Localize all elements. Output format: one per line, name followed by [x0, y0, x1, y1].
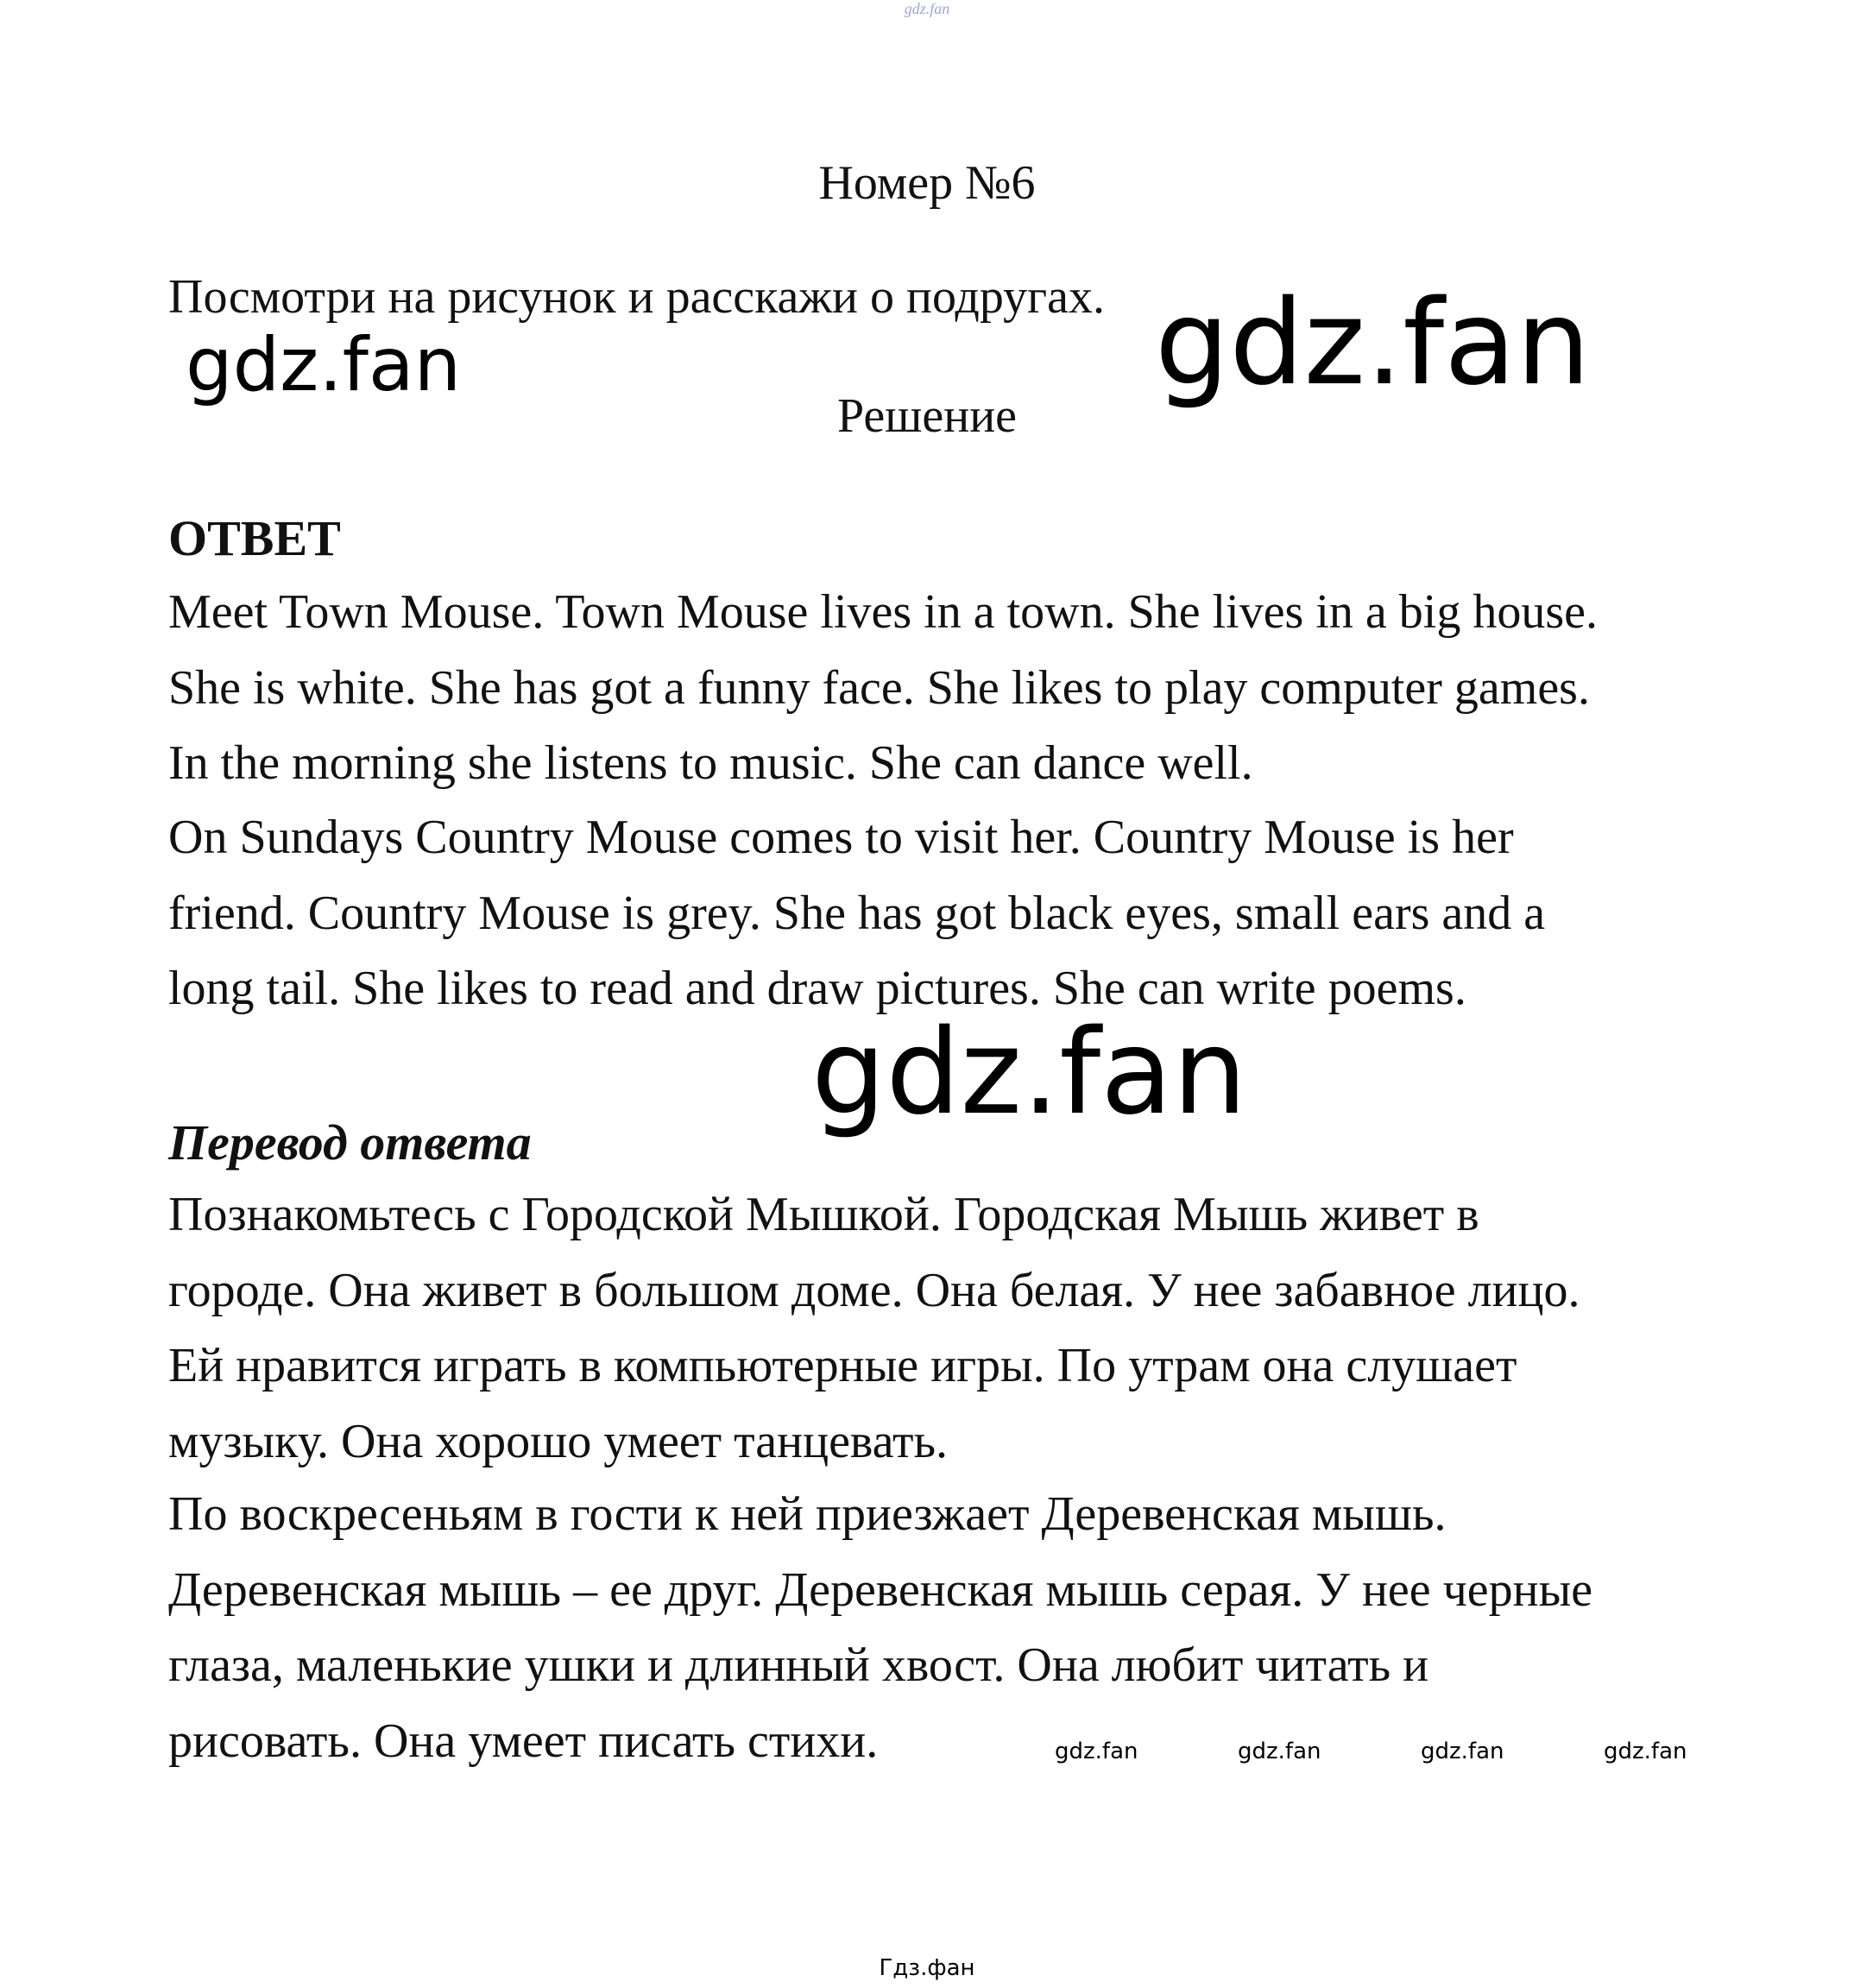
answer-paragraph-2	[168, 800, 1545, 1027]
watermark-medium: gdz.fan	[186, 322, 462, 408]
translation-line: Ей нравится играть в компьютерные игры. По утрам она слушает	[168, 1339, 1517, 1392]
translation-line: Познакомьтесь с Городской Мышкой. Городская Мышь живет в	[168, 1188, 1479, 1241]
watermark-small: gdz.fan	[1055, 1739, 1138, 1764]
watermark-large: gdz.fan	[811, 1005, 1247, 1141]
translation-line: рисовать. Она умеет писать стихи.	[168, 1713, 879, 1768]
watermark-small: gdz.fan	[1604, 1739, 1687, 1764]
translation-line: глаза, маленькие ушки и длинный хвост. Она любит читать и	[168, 1638, 1429, 1692]
translation-line: Деревенская мышь – ее друг. Деревенская мышь серая. У нее черные	[168, 1562, 1593, 1617]
footer-watermark: Гдз.фан	[879, 1955, 975, 1981]
translation-paragraph-1	[168, 1177, 1580, 1480]
translation-paragraph-2	[168, 1477, 1592, 1779]
answer-paragraph-1	[168, 575, 1598, 802]
answer-line: She is white. She has got a funny face. She likes to play computer games.	[168, 660, 1590, 715]
translation-heading: Перевод ответа	[168, 1114, 532, 1171]
task-text: Посмотри на рисунок и расскажи о подругах.	[168, 270, 1105, 324]
answer-line: On Sundays Country Mouse comes to visit her. Country Mouse is her	[168, 811, 1514, 864]
watermark-small: gdz.fan	[1238, 1739, 1321, 1764]
translation-line: По воскресеньям в гости к ней приезжает Деревенская мышь.	[168, 1487, 1447, 1541]
answer-line: friend. Country Mouse is grey. She has got black eyes, small ears and a	[168, 886, 1546, 940]
answer-line: Meet Town Mouse. Town Mouse lives in a town. She lives in a big house.	[168, 585, 1598, 639]
header-watermark: gdz.fan	[904, 0, 950, 17]
translation-line: музыку. Она хорошо умеет танцевать.	[168, 1414, 949, 1468]
answer-heading: ОТВЕТ	[168, 510, 341, 566]
page-title: Номер №6	[818, 156, 1036, 210]
solution-label: Решение	[836, 389, 1018, 443]
answer-line: In the morning she listens to music. She can dance well.	[168, 736, 1253, 790]
watermark-small: gdz.fan	[1421, 1739, 1504, 1764]
answer-line: long tail. She likes to read and draw pictures. She can write poems.	[168, 962, 1466, 1015]
translation-line: городе. Она живет в большом доме. Она белая. У нее забавное лицо.	[168, 1263, 1580, 1317]
watermark-large: gdz.fan	[1155, 275, 1591, 412]
